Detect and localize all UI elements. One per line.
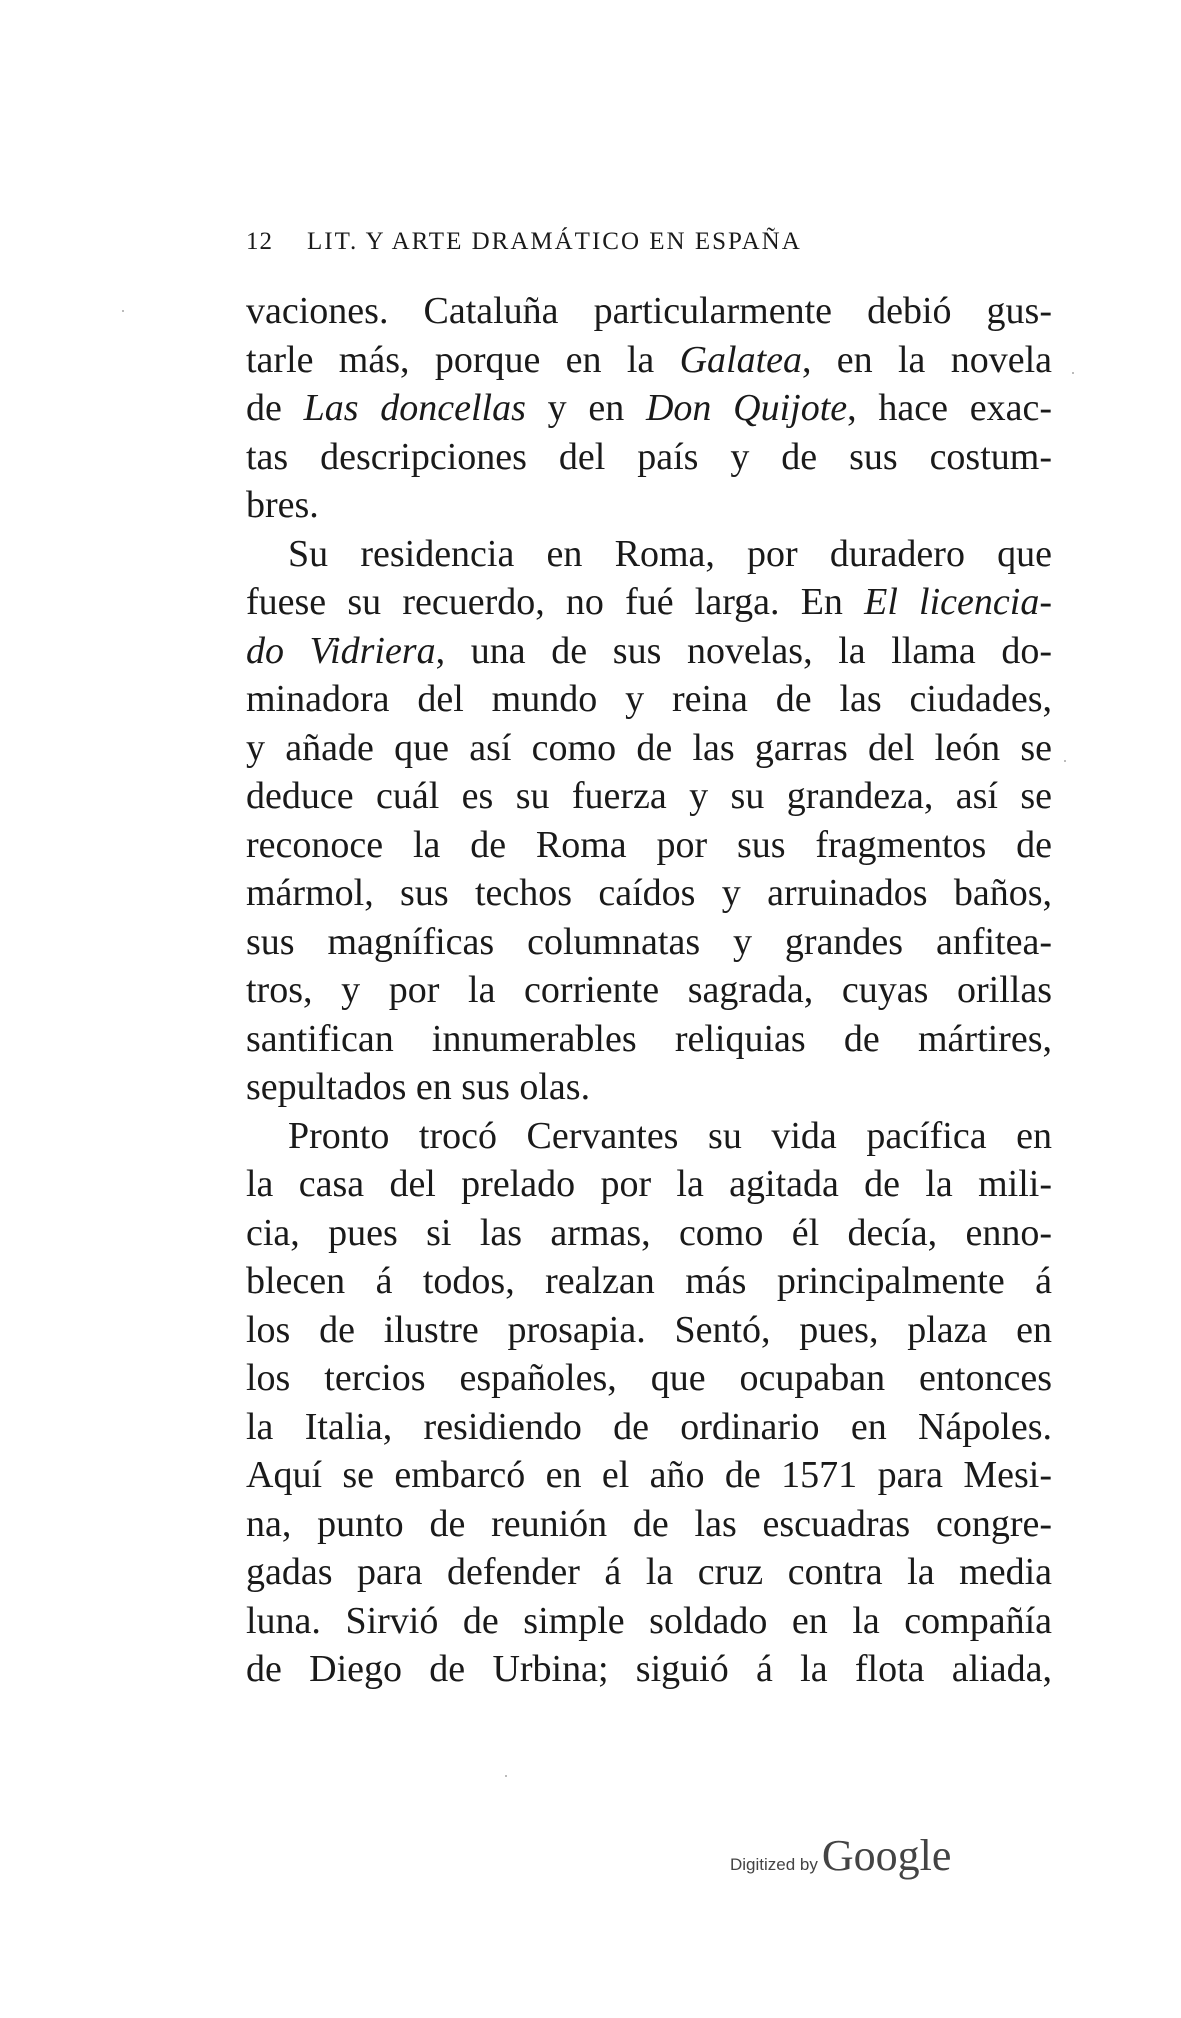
scan-speck [1072,372,1074,374]
text-segment: luna. Sirvió de simple soldado en la compañía [246,1599,1052,1642]
text-segment: y en [525,387,646,429]
text-line [246,1645,1052,1694]
scan-speck [505,1775,507,1777]
digitized-by-label: Digitized by [730,1855,818,1874]
text-line [246,530,1052,579]
text-line [246,869,1052,918]
text-line [246,1306,1052,1355]
text-line [246,821,1052,870]
text-segment: , una de sus novelas, la llama do- [435,629,1053,672]
text-segment: , hace exac- [847,387,1052,429]
text-segment: santifican innumerables reliquias de mártires, [246,1017,1052,1060]
scan-speck [122,310,124,312]
text-segment: , en la novela [802,338,1052,381]
text-line [246,1451,1052,1500]
text-line [246,1015,1052,1064]
text-segment: tas descripciones del país y de sus costum- [246,435,1052,478]
text-segment: bres. [246,484,319,526]
text-line [246,1063,1052,1112]
text-line [246,578,1052,627]
italic-title: Las doncellas [303,387,526,429]
text-line [246,1403,1052,1452]
text-line [246,724,1052,773]
text-segment: sus magníficas columnatas y grandes anfitea- [246,920,1052,963]
digitization-credit [730,1830,951,1881]
text-segment: Su residencia en Roma, por duradero que [288,532,1052,575]
text-line [246,1354,1052,1403]
text-segment: sepultados en sus olas. [246,1066,591,1108]
italic-title: El licencia- [864,581,1052,623]
text-segment: na, punto de reunión de las escuadras congre- [246,1502,1052,1545]
text-line [246,675,1052,724]
text-segment: vaciones. Cataluña particularmente debió gus- [246,290,1052,332]
running-title: LIT. Y ARTE DRAMÁTICO EN ESPAÑA [307,228,802,255]
text-segment: de Diego de Urbina; siguió á la flota aliada, [246,1648,1052,1690]
text-segment: Aquí se embarcó en el año de 1571 para Mesi- [246,1454,1052,1496]
text-line [246,1500,1052,1549]
text-segment: mármol, sus techos caídos y arruinados baños, [246,872,1052,914]
running-header [246,228,1046,256]
text-segment: gadas para defender á la cruz contra la media [246,1551,1052,1593]
text-line [246,1112,1052,1161]
text-segment: tros, y por la corriente sagrada, cuyas orillas [246,969,1052,1011]
scan-speck [1064,760,1066,762]
text-segment: la Italia, residiendo de ordinario en Nápoles. [246,1405,1052,1448]
italic-title: Don Quijote [645,387,848,429]
text-segment: de [246,387,304,429]
text-line [246,384,1052,433]
text-segment: cia, pues si las armas, como él decía, enno- [246,1211,1052,1254]
text-line [246,1209,1052,1258]
text-line [246,1257,1052,1306]
text-segment: la casa del prelado por la agitada de la mili- [246,1163,1052,1205]
text-segment: tarle más, porque en la [246,338,680,381]
text-line [246,627,1052,676]
text-line [246,287,1052,336]
text-line [246,966,1052,1015]
text-line [246,1160,1052,1209]
text-segment: los tercios españoles, que ocupaban entonces [246,1357,1052,1399]
text-line [246,433,1052,482]
text-segment: fuese su recuerdo, no fué larga. En [246,581,865,623]
google-logo-text: Google [821,1831,952,1880]
text-line [246,772,1052,821]
text-line [246,336,1052,385]
text-segment: deduce cuál es su fuerza y su grandeza, así se [246,775,1052,817]
text-line [246,481,1052,530]
text-line [246,918,1052,967]
text-segment: Pronto trocó Cervantes su vida pacífica en [288,1114,1052,1157]
text-line [246,1548,1052,1597]
page-number: 12 [246,228,273,255]
text-segment: blecen á todos, realzan más principalmente á [246,1260,1052,1302]
body-text [246,287,1052,1694]
italic-title: Galatea [679,338,802,381]
text-segment: los de ilustre prosapia. Sentó, pues, plaza en [246,1308,1052,1351]
text-segment: y añade que así como de las garras del león se [246,726,1052,769]
text-segment: minadora del mundo y reina de las ciudades, [246,678,1052,720]
text-line [246,1597,1052,1646]
text-segment: reconoce la de Roma por sus fragmentos de [246,823,1052,866]
italic-title: do Vidriera [246,629,436,672]
